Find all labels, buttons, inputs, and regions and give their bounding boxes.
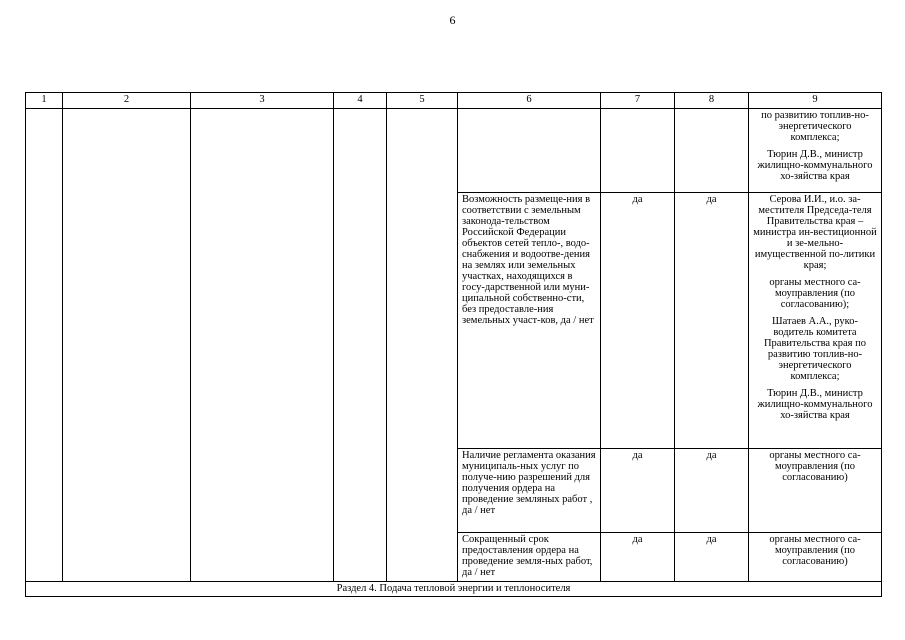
responsible-entry: органы местного са-моуправления (по согласованию); (769, 277, 861, 310)
indicator-cell: Сокращенный срок предоставления ордера на проведение земля-ных работ, да / нет (458, 533, 601, 582)
responsible-entry: органы местного са-моуправления (по согласованию) (769, 450, 861, 483)
indicator-cell (458, 109, 601, 193)
merged-cell-col4 (334, 109, 387, 582)
value-cell: да (601, 193, 675, 449)
responsible-cell (749, 533, 882, 582)
column-header: 5 (387, 93, 458, 109)
column-header: 4 (334, 93, 387, 109)
value-cell: да (675, 449, 749, 533)
indicator-cell: Возможность размеще-ния в соответствии с земельным законода-тельством Российской Федерации объектов сетей тепло-, водо-снабжения и водоотве-дения на землях или земельных участках, находящихся в госу-дарственной или муни-ципальной собственно-сти, без предоставле-ния земельных участ-ков, да / нет (458, 193, 601, 449)
section-title: Раздел 4. Подача тепловой энергии и теплоносителя (26, 582, 882, 597)
column-header: 1 (26, 93, 63, 109)
merged-cell-col2 (63, 109, 191, 582)
value-cell (675, 109, 749, 193)
merged-cell-col3 (191, 109, 334, 582)
responsible-cell (749, 193, 882, 449)
responsible-entry: Шатаев А.А., руко-водитель комитета Правительства края по развитию топлив-но-энергетического комплекса; (763, 316, 867, 382)
indicators-table (25, 92, 882, 597)
responsible-entry: Тюрин Д.В., министр жилищно-коммунального хо-зяйства края (757, 149, 873, 182)
column-header: 9 (749, 93, 882, 109)
responsible-cell (749, 449, 882, 533)
value-cell (601, 109, 675, 193)
responsible-entry: по развитию топлив-но-энергетического комплекса; (761, 110, 869, 143)
value-cell: да (601, 533, 675, 582)
responsible-cell (749, 109, 882, 193)
column-header: 7 (601, 93, 675, 109)
section-row (26, 582, 882, 597)
page-number: 6 (449, 13, 456, 27)
column-header: 3 (191, 93, 334, 109)
table-row (26, 109, 882, 193)
responsible-entry: Серова И.И., и.о. за-местителя Председа-теля Правительства края – министра ин-вестиционной и зе-мельно-имущественной по-литики края; (753, 194, 877, 271)
indicator-cell: Наличие регламента оказания муниципаль-ных услуг по получе-нию разрешений для получения ордера на проведение земляных работ , да / нет (458, 449, 601, 533)
column-header: 2 (63, 93, 191, 109)
value-cell: да (675, 193, 749, 449)
column-header: 6 (458, 93, 601, 109)
merged-cell-col1 (26, 109, 63, 582)
value-cell: да (675, 533, 749, 582)
column-header: 8 (675, 93, 749, 109)
column-number-row (26, 93, 882, 109)
responsible-entry: органы местного са-моуправления (по согласованию) (769, 534, 861, 567)
value-cell: да (601, 449, 675, 533)
responsible-entry: Тюрин Д.В., министр жилищно-коммунального хо-зяйства края (757, 388, 873, 421)
merged-cell-col5 (387, 109, 458, 582)
